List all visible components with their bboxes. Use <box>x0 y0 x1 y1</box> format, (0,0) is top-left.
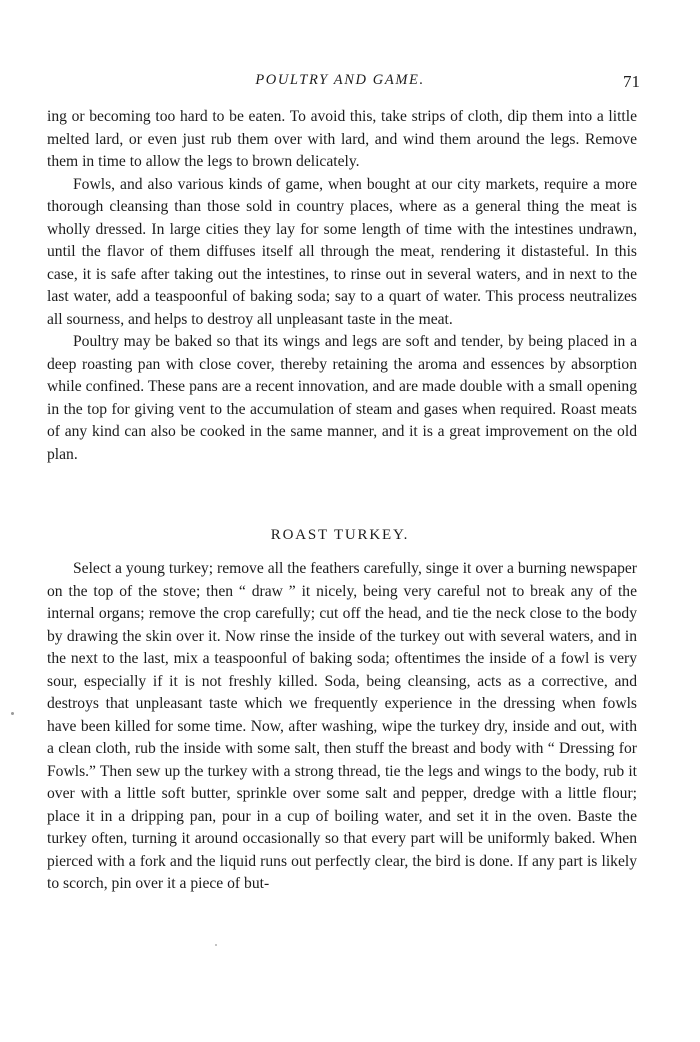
margin-speck <box>11 712 14 715</box>
intro-text <box>47 106 637 466</box>
paragraph-baking-poultry: Poultry may be baked so that its wings and legs are soft and tender, by being placed in a deep roasting pan with close cover, thereby retaining the aroma and essences by absorption while confined. These pans are a recent innovation, and are made double with a small opening in the top for giving vent to the accumulation of steam and gases when required. Roast meats of any kind can also be cooked in the same manner, and it is a great improvement on the old plan. <box>47 333 637 463</box>
recipe-text <box>47 558 637 896</box>
bottom-speck <box>215 944 217 946</box>
paragraph-continued: ing or becoming too hard to be eaten. To avoid this, take strips of cloth, dip them into a little melted lard, or even just rub them over with lard, and wind them around the legs. Remove them in time to allow the legs to brown delicately. <box>47 108 637 170</box>
running-title: POULTRY AND GAME. <box>255 72 425 88</box>
running-head <box>40 72 640 96</box>
section-heading: ROAST TURKEY. <box>270 527 410 543</box>
paragraph-city-fowls: Fowls, and also various kinds of game, when bought at our city markets, require a more thorough cleansing than those sold in country places, where as a general thing the meat is wholly dressed. In large cities they lay for some length of time with the intestines undrawn, until the flavor of them diffuses itself all through the meat, rendering it distasteful. In this case, it is safe after taking out the intestines, to rinse out in several waters, and in next to the last water, add a teaspoonful of baking soda; say to a quart of water. This process neutralizes all sourness, and helps to destroy all unpleasant taste in the meat. <box>47 175 637 328</box>
paragraph-roast-turkey: Select a young turkey; remove all the feathers carefully, singe it over a burning newspaper on the top of the stove; then “ draw ” it nicely, being very careful not to break any of the internal organs; remove the crop carefully; cut off the head, and tie the neck close to the body by drawing the skin over it. Now rinse the inside of the turkey out with several waters, and in the next to the last, mix a teaspoonful of baking soda; oftentimes the inside of a fowl is very sour, especially if it is not freshly killed. Soda, being cleansing, acts as a corrective, and destroys that unpleasant taste which we frequently experience in the dressing when fowls have been killed for some time. Now, after washing, wipe the turkey dry, inside and out, with a clean cloth, rub the inside with some salt, then stuff the breast and body with “ Dressing for Fowls.” Then sew up the turkey with a strong thread, tie the legs and wings to the body, rub it over with a little soft butter, sprinkle over some salt and pepper, dredge with a little flour; place it in a dripping pan, pour in a cup of boiling water, and set it in the oven. Baste the turkey often, turning it around occasionally so that every part will be uniformly baked. When pierced with a fork and the liquid runs out perfectly clear, the bird is done. If any part is likely to scorch, pin over it a piece of but- <box>47 560 637 892</box>
page-number: 71 <box>623 72 640 91</box>
